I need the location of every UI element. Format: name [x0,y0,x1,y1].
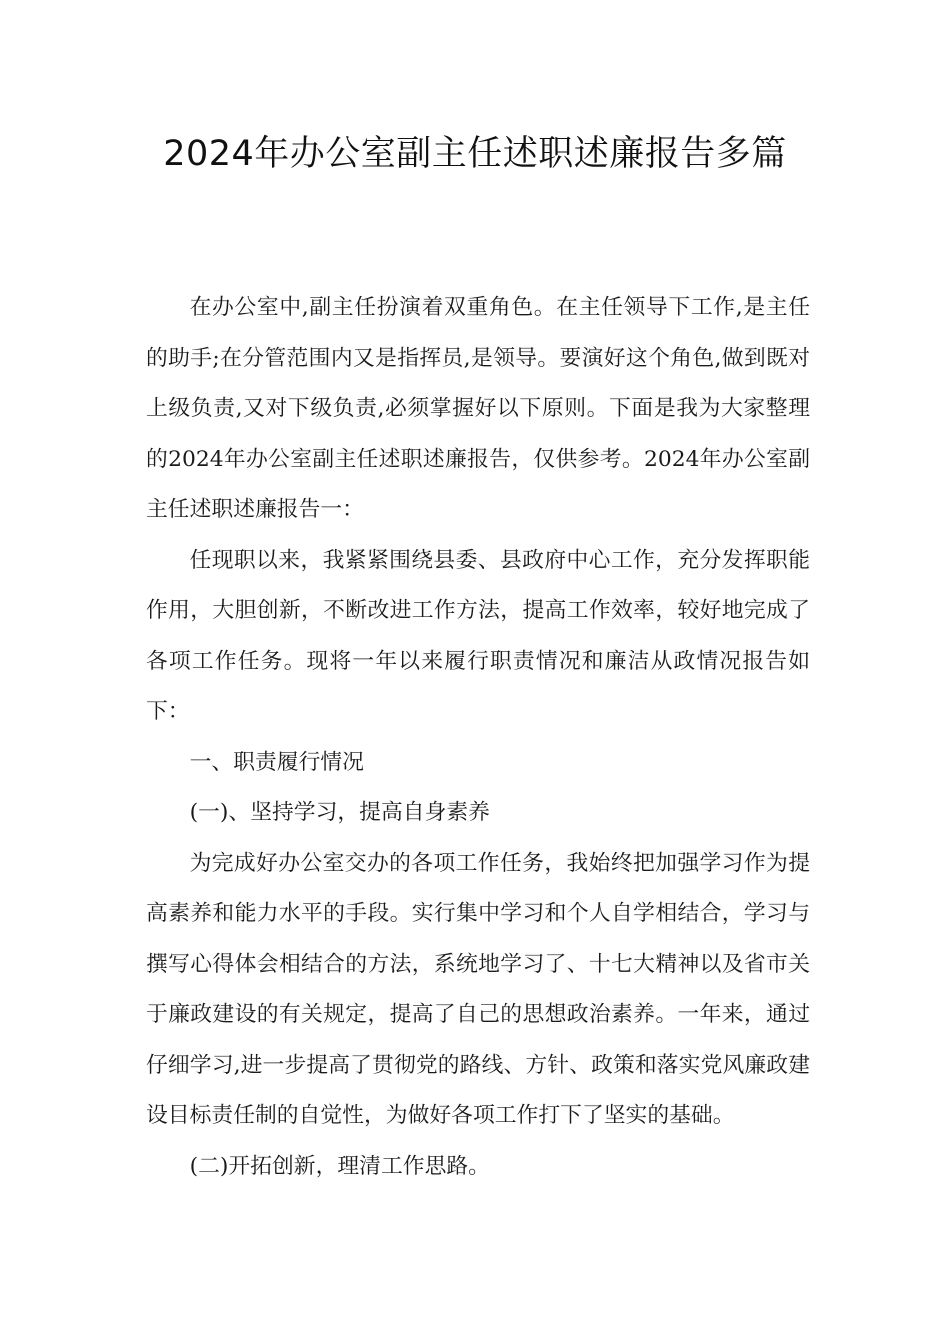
section-heading-duties: 一、职责履行情况 [189,749,364,775]
subsection-heading-innovation: (二)开拓创新，理清工作思路。 [189,1153,490,1179]
document-title: 2024年办公室副主任述职述廉报告多篇 [163,134,787,174]
paragraph-overview: 任现职以来，我紧紧围绕县委、县政府中心工作，充分发挥职能作用，大胆创新，不断改进工作方法，提高工作效率，较好地完成了各项工作任务。现将一年以来履行职责情况和廉洁从政情况报告如下： [146,547,810,724]
paragraph-intro: 在办公室中,副主任扮演着双重角色。在主任领导下工作,是主任的助手;在分管范围内又是指挥员,是领导。要演好这个角色,做到既对上级负责,又对下级负责,必须掌握好以下原则。下面是我为大家整理的2024年办公室副主任述职述廉报告，仅供参考。2024年办公室副主任述职述廉报告一： [146,295,810,522]
document-body [146,283,810,1192]
subsection-heading-study: (一)、坚持学习，提高自身素养 [189,800,490,825]
paragraph-study: 为完成好办公室交办的各项工作任务，我始终把加强学习作为提高素养和能力水平的手段。实行集中学习和个人自学相结合，学习与撰写心得体会相结合的方法，系统地学习了、十七大精神以及省市关于廉政建设的有关规定，提高了自己的思想政治素养。一年来，通过仔细学习,进一步提高了贯彻党的路线、方针、政策和落实党风廉政建设目标责任制的自觉性，为做好各项工作打下了坚实的基础。 [146,850,810,1128]
